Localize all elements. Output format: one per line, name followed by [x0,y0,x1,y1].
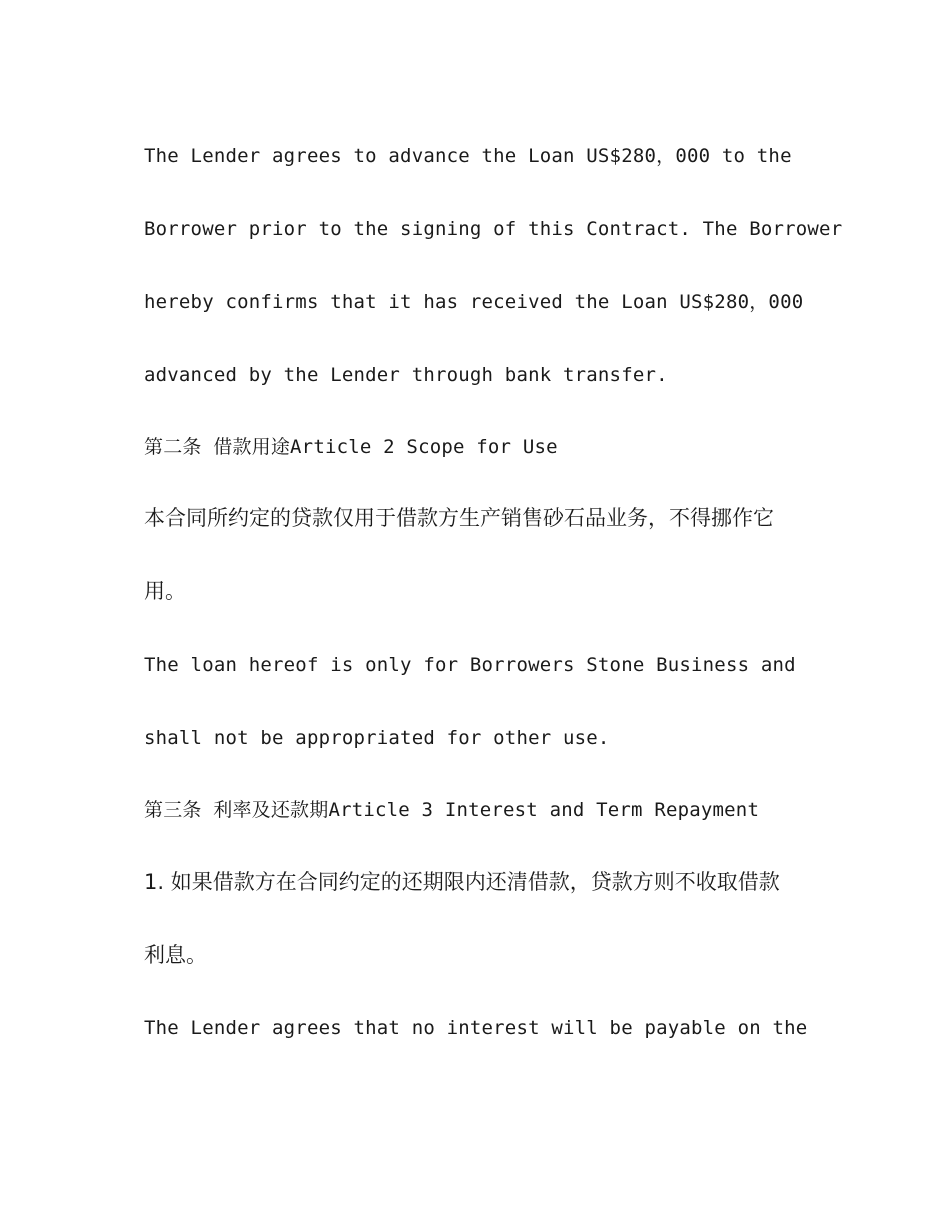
article-heading: 第三条 利率及还款期Article 3 Interest and Term Repayment [144,799,760,821]
paragraph-line: 利息。 [144,943,207,967]
paragraph-line: shall not be appropriated for other use. [144,727,610,749]
paragraph-line: The Lender agrees to advance the Loan US$280，000 to the [144,145,792,167]
paragraph-line: 用。 [144,579,186,603]
paragraph-line: hereby confirms that it has received the Loan US$280，000 [144,291,804,313]
paragraph-line: advanced by the Lender through bank transfer. [144,364,668,386]
article-heading: 第二条 借款用途Article 2 Scope for Use [144,436,558,458]
paragraph-line: The Lender agrees that no interest will be payable on the [144,1017,808,1039]
paragraph-line: 1. 如果借款方在合同约定的还期限内还清借款，贷款方则不收取借款 [144,870,780,894]
paragraph-line: 本合同所约定的贷款仅用于借款方生产销售砂石品业务，不得挪作它 [144,506,774,530]
paragraph-line: Borrower prior to the signing of this Contract. The Borrower [144,218,843,240]
paragraph-line: The loan hereof is only for Borrowers Stone Business and [144,654,796,676]
